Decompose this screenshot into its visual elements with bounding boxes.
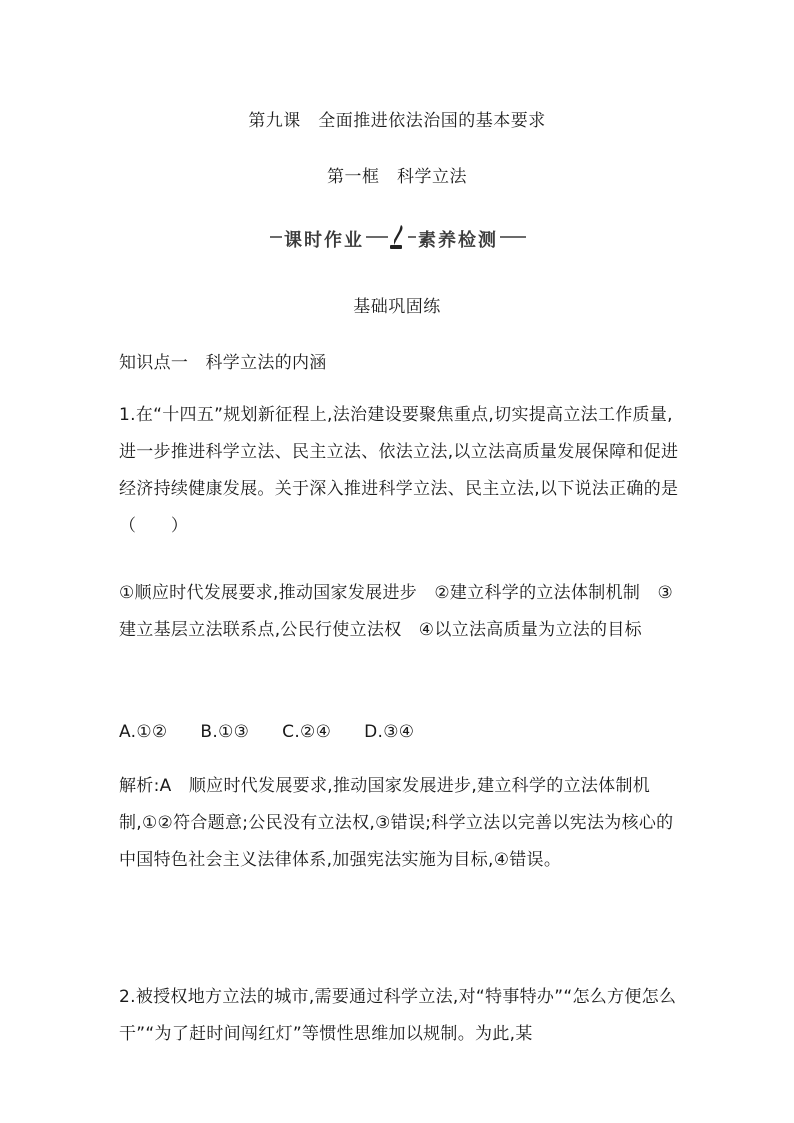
question-1-options (119, 575, 681, 649)
question-1-analysis-text: 解析:A 顺应时代发展要求,推动国家发展进步,建立科学的立法体制机制,①②符合题意;公民没有立法权,③错误;科学立法以完善以宪法为核心的中国特色社会主义法律体系,加强宪法实施为目标,④错误。 (119, 776, 674, 870)
question-1-stem-text: 1.在“十四五”规划新征程上,法治建设要聚焦重点,切实提高立法工作质量,进一步推进科学立法、民主立法、依法立法,以立法高质量发展保障和促进经济持续健康发展。关于深入推进科学立法、民主立法,以下说法正确的是（ ） (119, 405, 679, 536)
knowledge-point-heading (119, 345, 681, 382)
section-heading: 基础巩固练 (353, 297, 441, 317)
question-1-stem (119, 397, 681, 545)
section-title: 第一框 科学立法 (327, 167, 467, 187)
banner-left-text: 课时作业 (282, 226, 366, 252)
question-1-options-text: ①顺应时代发展要求,推动国家发展进步 ②建立科学的立法体制机制 ③建立基层立法联系点,公民行使立法权 ④以立法高质量为立法的目标 (119, 583, 674, 640)
lesson-title: 第九课 全面推进依法治国的基本要求 (248, 111, 546, 131)
pen-icon (388, 224, 408, 250)
question-2-stem (119, 979, 681, 1053)
question-1-analysis (119, 768, 681, 879)
homework-banner (270, 224, 526, 254)
knowledge-point-text: 知识点一 科学立法的内涵 (119, 353, 327, 373)
question-1-choices (119, 714, 681, 751)
banner-right-text: 素养检测 (416, 226, 500, 252)
question-1-choices-text: A.①② B.①③ C.②④ D.③④ (119, 722, 415, 742)
question-2-stem-text: 2.被授权地方立法的城市,需要通过科学立法,对“特事特办”“怎么方便怎么干”“为了赶时间闯红灯”等惯性思维加以规制。为此,某 (119, 987, 677, 1044)
